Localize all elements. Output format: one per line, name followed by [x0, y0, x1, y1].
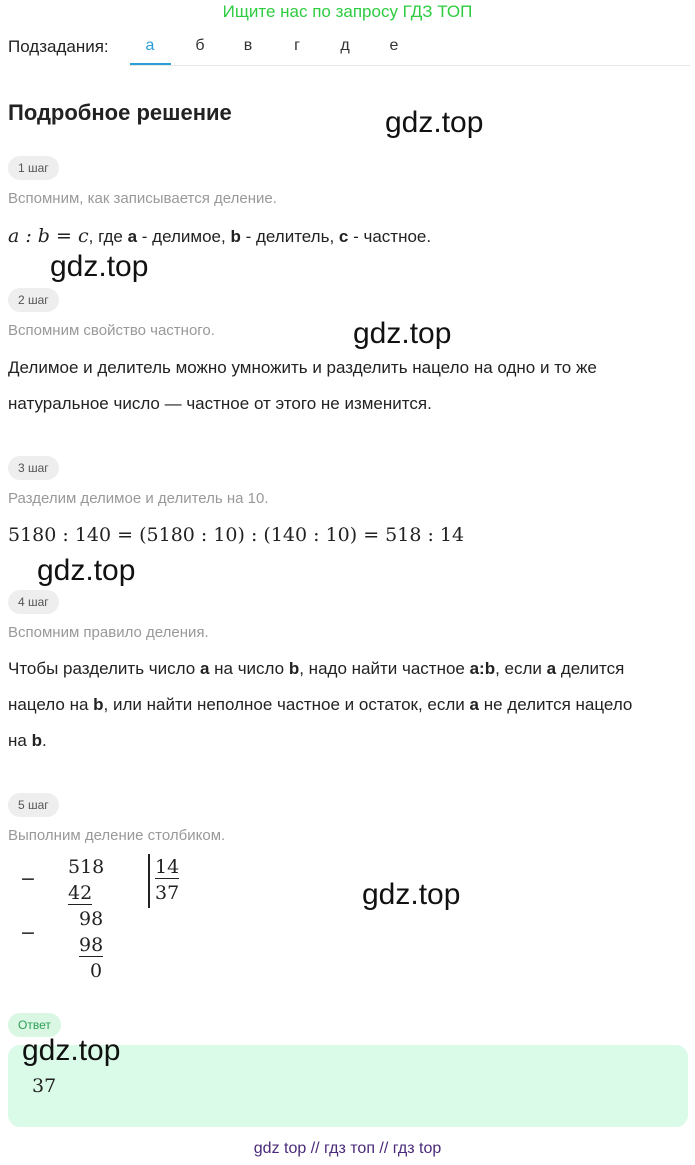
step-badge: 2 шаг	[8, 288, 59, 312]
answer-badge: Ответ	[8, 1013, 61, 1037]
step-hint: Вспомним свойство частного.	[8, 322, 215, 339]
text-part: , где	[88, 227, 128, 246]
step-hint: Выполним деление столбиком.	[8, 827, 226, 844]
tab-v[interactable]: в	[243, 37, 253, 54]
text-part: Чтобы разделить число	[8, 659, 200, 678]
text-part: нацело на	[8, 695, 94, 714]
dividend: 518	[68, 856, 105, 878]
term-b: b	[31, 731, 42, 750]
term-a: a	[469, 695, 479, 714]
page-title: Подробное решение	[8, 100, 232, 125]
step-hint: Вспомним правило деления.	[8, 624, 209, 641]
text-part: , надо найти частное	[299, 659, 470, 678]
footer-links[interactable]: gdz top // гдз топ // гдз top	[253, 1140, 442, 1157]
text-part: не делится нацело	[479, 695, 633, 714]
division-rule-line-1	[8, 651, 624, 687]
text-part: - частное.	[348, 227, 432, 246]
quotient-property-line-1: Делимое и делитель можно умножить и разделить нацело на одно и то же	[8, 358, 597, 377]
subtrahend-1: 42	[68, 882, 93, 904]
subtrahend-2: 98	[79, 934, 104, 956]
text-part: делится	[556, 659, 625, 678]
text-part: .	[41, 731, 47, 750]
tab-g[interactable]: г	[294, 37, 300, 54]
term-a: a	[127, 227, 138, 246]
watermark: gdz.top	[50, 250, 149, 283]
tab-d[interactable]: д	[340, 37, 350, 54]
term-a: a	[546, 659, 557, 678]
watermark: gdz.top	[22, 1034, 121, 1067]
watermark: gdz.top	[385, 106, 484, 139]
division-bar	[148, 854, 150, 908]
divisor: 14	[155, 856, 180, 878]
watermark: gdz.top	[353, 317, 452, 350]
search-banner[interactable]: Ищите нас по запросу ГДЗ ТОП	[222, 2, 473, 21]
term-c: c	[338, 227, 349, 246]
quotient-property-line-2: натуральное число — частное от этого не изменится.	[8, 394, 432, 413]
step-hint: Вспомним, как записывается деление.	[8, 190, 277, 207]
term-ab: a:b	[469, 659, 496, 678]
step-badge: 5 шаг	[8, 793, 59, 817]
tab-b[interactable]: б	[195, 37, 205, 54]
watermark: gdz.top	[362, 878, 461, 911]
text-part: , или найти неполное частное и остаток, если	[103, 695, 470, 714]
division-rule-line-2	[8, 687, 632, 723]
text-part: , если	[495, 659, 547, 678]
term-b: b	[288, 659, 300, 678]
step-badge: 4 шаг	[8, 590, 59, 614]
formula: a : b = c	[8, 225, 89, 247]
text-part: на число	[209, 659, 289, 678]
term-a: a	[199, 659, 210, 678]
step-badge: 3 шаг	[8, 456, 59, 480]
remainder-2: 0	[90, 960, 103, 982]
text-part: - делимое,	[137, 227, 231, 246]
subtasks-label: Подзадания:	[8, 37, 109, 56]
watermark: gdz.top	[37, 554, 136, 587]
long-division	[0, 852, 200, 987]
step-hint: Разделим делимое и делитель на 10.	[8, 490, 269, 507]
text-part: - делитель,	[240, 227, 339, 246]
answer-value: 37	[32, 1075, 57, 1097]
tab-a[interactable]: а	[145, 37, 155, 54]
division-rule-line-3	[8, 723, 47, 759]
step-badge: 1 шаг	[8, 156, 59, 180]
term-b: b	[93, 695, 104, 714]
minus-sign: −	[20, 868, 36, 890]
tab-e[interactable]: е	[389, 37, 399, 54]
remainder-1: 98	[79, 908, 104, 930]
equation: 5180 : 140 = (5180 : 10) : (140 : 10) = 518 : 14	[8, 524, 465, 546]
term-b: b	[230, 227, 241, 246]
tabs-divider	[130, 65, 690, 66]
minus-sign: −	[20, 922, 36, 944]
quotient: 37	[155, 882, 180, 904]
text-part: на	[8, 731, 32, 750]
